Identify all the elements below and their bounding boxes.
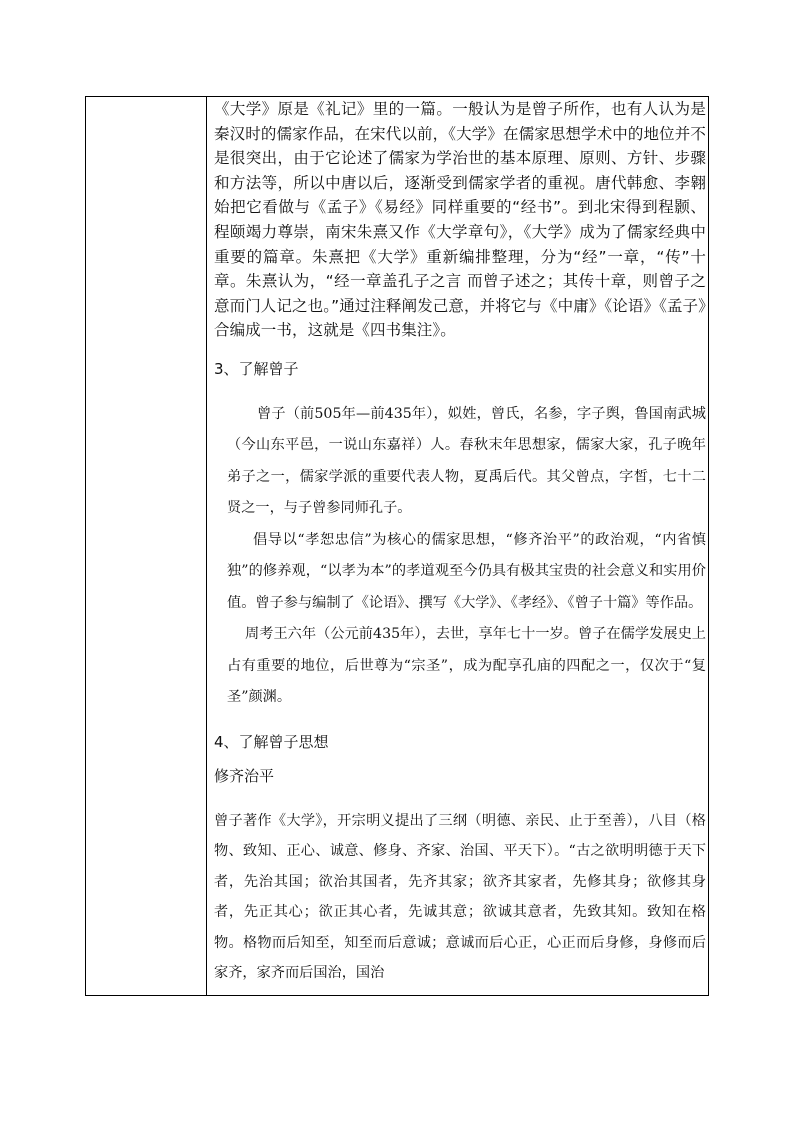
- section4-subheading: 修齐治平: [214, 766, 275, 785]
- intro-paragraph: 《大学》原是《礼记》里的一篇。一般认为是曾子所作，也有人认为是秦汉时的儒家作品，在宋代以前，《大学》在儒家思想学术中的地位并不是很突出，由于它论述了儒家为学治世的基本原理、原则、方针、步骤和方法等，所以中唐以后，逐渐受到儒家学者的重视。唐代韩愈、李翱始把它看做与《孟子》《易经》同样重要的“经书”。到北宋得到程颢、程颐竭力尊崇，南宋朱熹又作《大学章句》，《大学》成为了儒家经典中重要的篇章。朱熹把《大学》重新编排整理，分为“经”一章，“传”十章。朱熹认为，“经一章盖孔子之言 而曾子述之；其传十章，则曾子之意而门人记之也。”通过注释阐发己意，并将它与《中庸》《论语》《孟子》合编成一书，这就是《四书集注》。: [214, 100, 706, 340]
- zengzi-bio: [214, 399, 706, 714]
- bio-paragraph-2: 倡导以“孝恕忠信”为核心的儒家思想，“修齐治平”的政治观，“内省慎独”的修养观，“以孝为本”的孝道观至今仍具有极其宝贵的社会意义和实用价值。曾子参与编制了《论语》、撰写《大学》、《孝经》、《曾子十篇》等作品。: [227, 531, 706, 611]
- section3-heading: 3、了解曾子: [214, 359, 299, 378]
- section4-heading: 4、了解曾子思想: [214, 732, 329, 751]
- content-cell: [214, 97, 706, 995]
- column-divider: [206, 97, 207, 995]
- bio-paragraph-1: 曾子（前505年—前435年），姒姓，曾氏，名参，字子舆，鲁国南武城（今山东平邑，一说山东嘉祥）人。春秋末年思想家，儒家大家，孔子晚年弟子之一，儒家学派的重要代表人物，夏禹后代。其父曾点，字皙，七十二贤之一，与子曾参同师孔子。: [227, 405, 706, 517]
- content-table: [85, 96, 709, 996]
- bio-paragraph-3: 周考王六年（公元前435年），去世，享年七十一岁。曾子在儒学发展史上占有重要的地位，后世尊为“宗圣”，成为配享孔庙的四配之一，仅次于“复圣”颜渊。: [227, 626, 706, 706]
- thought-paragraph: 曾子著作《大学》，开宗明义提出了三纲（明德、亲民、止于至善），八目（格物、致知、正心、诚意、修身、齐家、治国、平天下）。“古之欲明明德于天下者，先治其国；欲治其国者，先齐其家；欲齐其家者，先修其身；欲修其身者，先正其心；欲正其心者，先诚其意；欲诚其意者，先致其知。致知在格物。格物而后知至，知至而后意诚；意诚而后心正，心正而后身修，身修而后家齐，家齐而后国治，国治: [214, 812, 706, 982]
